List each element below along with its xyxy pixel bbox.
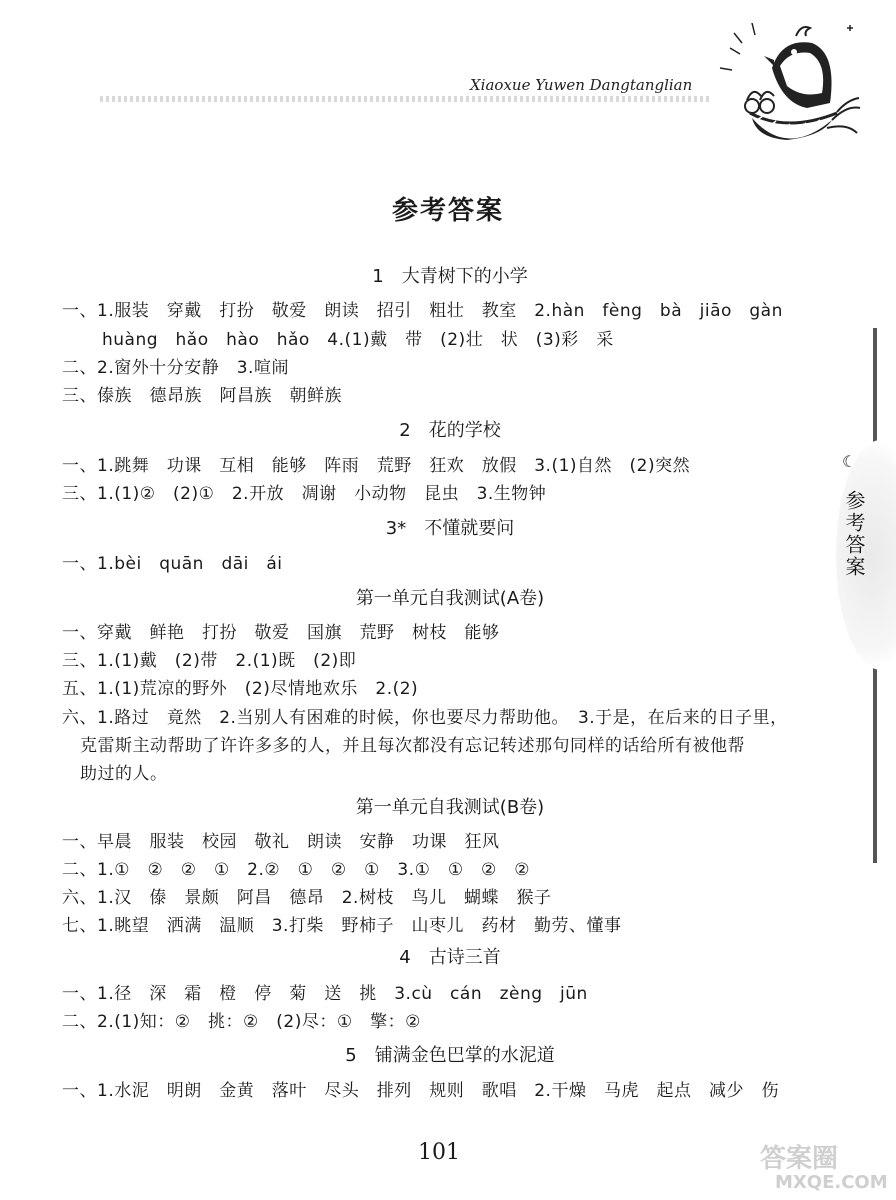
watermark-url: MXQE.COM [775, 1172, 888, 1193]
answer-line: 一、1.径 深 霜 橙 停 菊 送 挑 3.cù cán zèng jūn [62, 984, 588, 1004]
running-title: Xiaoxue Yuwen Dangtanglian [470, 76, 693, 94]
answer-line: 一、1.bèi quān dāi ái [62, 554, 283, 574]
answer-line: 六、1.汉 傣 景颇 阿昌 德昂 2.树枝 鸟儿 蝴蝶 猴子 [62, 888, 552, 908]
answer-line: 七、1.眺望 洒满 温顺 3.打柴 野柿子 山枣儿 药材 勤劳、懂事 [62, 916, 622, 936]
section-heading: 5 铺满金色巴掌的水泥道 [345, 1045, 555, 1066]
page-number: 101 [418, 1140, 460, 1165]
answer-line: 三、1.(1)戴 (2)带 2.(1)既 (2)即 [62, 651, 357, 671]
bird-nest-illustration [712, 8, 862, 158]
section-heading: 1 大青树下的小学 [372, 266, 528, 287]
answer-line: 三、傣族 德昂族 阿昌族 朝鲜族 [62, 386, 342, 406]
page-title: 参考答案 [391, 196, 504, 226]
answer-line: 六、1.路过 竟然 2.当别人有困难的时候，你也要尽力帮助他。 3.于是，在后来的日子里， [62, 708, 788, 728]
side-tab [832, 440, 882, 670]
answer-line: 克雷斯主动帮助了许许多多的人，并且每次都没有忘记转述那句同样的话给所有被他帮 [80, 736, 745, 756]
header-divider [100, 96, 710, 102]
watermark-logo: 答案圈 [760, 1144, 839, 1174]
answer-line: 一、早晨 服装 校园 敬礼 朗读 安静 功课 狂风 [62, 832, 500, 852]
answer-line: 五、1.(1)荒凉的野外 (2)尽情地欢乐 2.(2) [62, 679, 419, 699]
answer-line: 助过的人。 [80, 764, 168, 784]
answer-line: 二、2.窗外十分安静 3.喧闹 [62, 358, 289, 378]
section-heading: 3* 不懂就要问 [385, 518, 515, 539]
answer-line: 一、1.水泥 明朗 金黄 落叶 尽头 排列 规则 歌唱 2.干燥 马虎 起点 减少 伤 [62, 1081, 779, 1101]
answer-line: huàng hǎo hào hǎo 4.(1)戴 带 (2)壮 状 (3)彩 采 [102, 330, 614, 350]
answer-line: 一、穿戴 鲜艳 打扮 敬爱 国旗 荒野 树枝 能够 [62, 623, 500, 643]
answer-line: 二、1.① ② ② ① 2.② ① ② ① 3.① ① ② ② [62, 860, 531, 880]
section-heading: 第一单元自我测试(A卷) [355, 588, 545, 609]
answer-line: 一、1.服装 穿戴 打扮 敬爱 朗读 招引 粗壮 教室 2.hàn fèng bà jiāo gàn [62, 301, 783, 321]
answer-line: 一、1.跳舞 功课 互相 能够 阵雨 荒野 狂欢 放假 3.(1)自然 (2)突然 [62, 456, 691, 476]
moon-star-icon: ☾ [842, 452, 857, 471]
section-heading: 第一单元自我测试(B卷) [355, 797, 545, 818]
side-tab-label: 参考答案 [842, 490, 866, 578]
answer-line: 三、1.(1)② (2)① 2.开放 凋谢 小动物 昆虫 3.生物钟 [62, 484, 547, 504]
answer-line: 二、2.(1)知：② 挑：② (2)尽：① 擎：② [62, 1012, 421, 1032]
section-heading: 4 古诗三首 [399, 947, 501, 968]
section-heading: 2 花的学校 [399, 420, 501, 441]
